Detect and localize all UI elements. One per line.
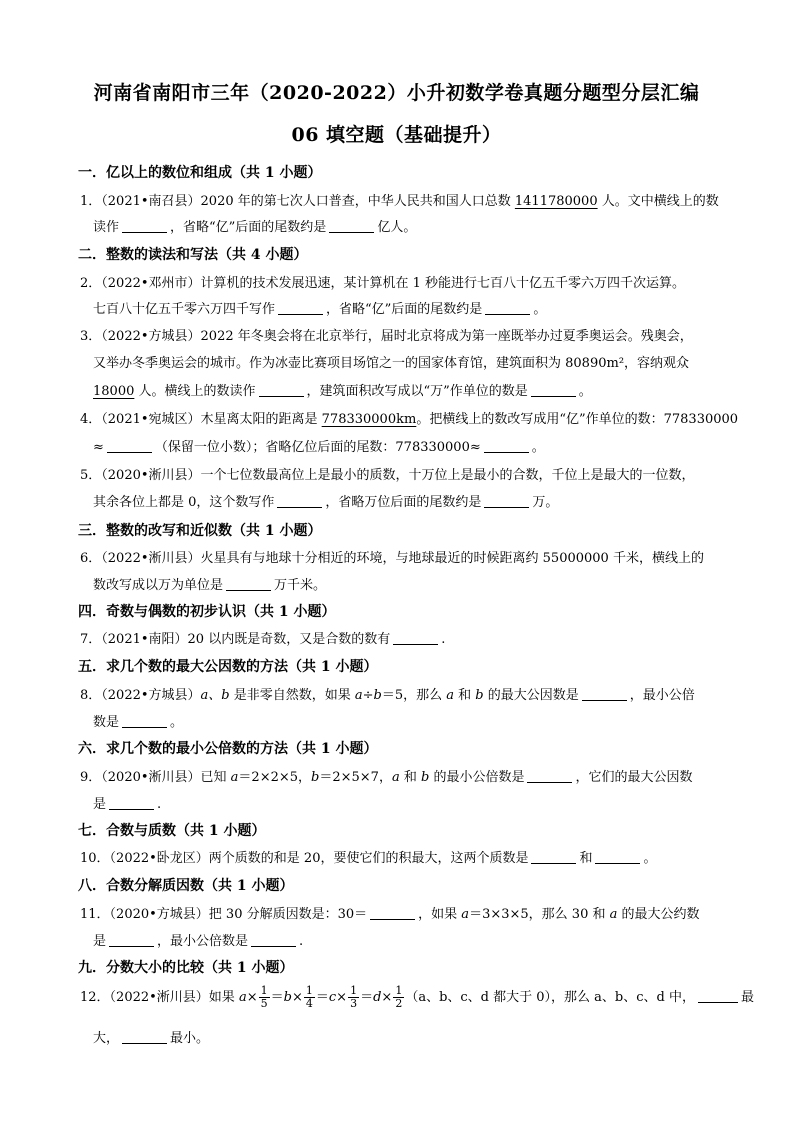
question-1-line-2: 读作 ，省略“亿”后面的尾数约是 亿人。 [93, 220, 417, 235]
question-4-line-1: 4．（2021•宛城区）木星离太阳的距离是 778330000km。把横线上的数改写成用“亿”作单位的数：778330000 [80, 412, 739, 427]
answer-blank[interactable] [393, 632, 438, 645]
question-8-line-1: 8．（2022•方城县）a、b 是非零自然数，如果 a÷b＝5，那么 a 和 b 的最大公因数是 ，最小公倍 [80, 688, 695, 703]
answer-blank[interactable] [251, 934, 296, 947]
question-9-line-2: 是 . [93, 797, 162, 812]
question-4-line-2: ≈ （保留一位小数）；省略亿位后面的尾数：778330000≈ 。 [93, 440, 545, 455]
answer-blank[interactable] [329, 220, 374, 233]
answer-blank[interactable] [107, 440, 152, 453]
section-heading-4: 四．奇数与偶数的初步认识（共 1 小题） [78, 604, 336, 620]
answer-blank[interactable] [122, 715, 167, 728]
underlined-number: 18000 [93, 384, 135, 399]
answer-blank[interactable] [109, 797, 154, 810]
section-heading-2: 二．整数的读法和写法（共 4 小题） [78, 247, 308, 263]
question-12-line-1: 12．（2022•淅川县）如果 a× $\frac{1}{5}$ ＝b× $\frac{1}{4}$ ＝c× $\frac{1}{3}$ ＝d× $\frac{1}{2}$ （a、b、c、d 都大于 0），那么 a、b、c、d 中， 最 [80, 984, 754, 1010]
answer-blank[interactable] [531, 384, 576, 397]
section-heading-5: 五．求几个数的最大公因数的方法（共 1 小题） [78, 659, 378, 675]
underlined-number: 1411780000 [514, 194, 598, 209]
answer-blank[interactable] [527, 770, 572, 783]
fraction: $\frac{1}{3}$ [350, 984, 358, 1010]
section-heading-9: 九．分数大小的比较（共 1 小题） [78, 960, 294, 976]
underlined-number: 778330000km [321, 412, 417, 427]
question-11-line-1: 11．（2020•方城县）把 30 分解质因数是：30＝ ，如果 a＝3×3×5，那么 30 和 a 的最大公约数 [80, 907, 700, 922]
answer-blank[interactable] [109, 934, 154, 947]
question-12-line-2: 大， 最小。 [93, 1031, 210, 1046]
answer-blank[interactable] [370, 907, 415, 920]
question-6-line-2: 数改写成以万为单位是 万千米。 [93, 578, 327, 593]
question-5-line-1: 5．（2020•淅川县）一个七位数最高位上是最小的质数，十万位上是最小的合数，千位上是最大的一位数， [80, 468, 695, 483]
answer-blank[interactable] [485, 302, 530, 315]
question-6-line-1: 6．（2022•淅川县）火星具有与地球十分相近的环境，与地球最近的时候距离约 55000000 千米，横线上的 [80, 551, 704, 566]
document-title: 河南省南阳市三年（2020-2022）小升初数学卷真题分题型分层汇编 [93, 82, 700, 104]
fraction: $\frac{1}{4}$ [305, 984, 313, 1010]
question-8-line-2: 数是 。 [93, 715, 184, 730]
answer-blank[interactable] [595, 851, 640, 864]
question-11-line-2: 是 ，最小公倍数是 . [93, 934, 304, 949]
section-heading-8: 八．合数分解质因数（共 1 小题） [78, 878, 294, 894]
question-3-line-3: 18000 人。横线上的数读作 ，建筑面积改写成以“万”作单位的数是 。 [93, 384, 592, 399]
section-heading-6: 六．求几个数的最小公倍数的方法（共 1 小题） [78, 741, 378, 757]
section-heading-3: 三．整数的改写和近似数（共 1 小题） [78, 523, 322, 539]
document-subtitle: 06 填空题（基础提升） [291, 124, 502, 146]
question-7: 7．（2021•南阳）20 以内既是奇数，又是合数的数有 . [80, 632, 446, 647]
question-5-line-2: 其余各位上都是 0，这个数写作 ，省略万位后面的尾数约是 万。 [93, 495, 559, 510]
fraction: $\frac{1}{2}$ [395, 984, 403, 1010]
section-heading-1: 一．亿以上的数位和组成（共 1 小题） [78, 165, 322, 181]
question-3-line-2: 又举办冬季奥运会的城市。作为冰壶比赛项目场馆之一的国家体育馆，建筑面积为 80890m²，容纳观众 [93, 356, 690, 371]
question-3-line-1: 3．（2022•方城县）2022 年冬奥会将在北京举行，届时北京将成为第一座既举办过夏季奥运会。残奥会， [80, 329, 693, 344]
section-heading-7: 七．合数与质数（共 1 小题） [78, 823, 266, 839]
question-1-line-1: 1．（2021•南召县）2020 年的第七次人口普查，中华人民共和国人口总数 1411780000 人。文中横线上的数 [80, 194, 719, 209]
fraction: $\frac{1}{5}$ [260, 984, 268, 1010]
number: 55000000 [542, 551, 609, 566]
answer-blank[interactable] [226, 578, 271, 591]
question-10: 10．（2022•卧龙区）两个质数的和是 20，要使它们的积最大，这两个质数是 和 。 [80, 851, 657, 866]
question-9-line-1: 9．（2020•淅川县）已知 a＝2×2×5，b＝2×5×7，a 和 b 的最小公倍数是 ，它们的最大公因数 [80, 770, 693, 785]
answer-blank[interactable] [698, 990, 738, 1003]
answer-blank[interactable] [122, 220, 167, 233]
answer-blank[interactable] [484, 440, 529, 453]
answer-blank[interactable] [277, 495, 322, 508]
answer-blank[interactable] [278, 302, 323, 315]
answer-blank[interactable] [122, 1031, 167, 1044]
answer-blank[interactable] [531, 851, 576, 864]
question-2-line-1: 2．（2022•邓州市）计算机的技术发展迅速，某计算机在 1 秒能进行七百八十亿五千零六万四千次运算。 [80, 276, 686, 291]
answer-blank[interactable] [484, 495, 529, 508]
answer-blank[interactable] [582, 688, 627, 701]
question-2-line-2: 七百八十亿五千零六万四千写作 ，省略“亿”后面的尾数约是 。 [93, 302, 547, 317]
answer-blank[interactable] [259, 384, 304, 397]
